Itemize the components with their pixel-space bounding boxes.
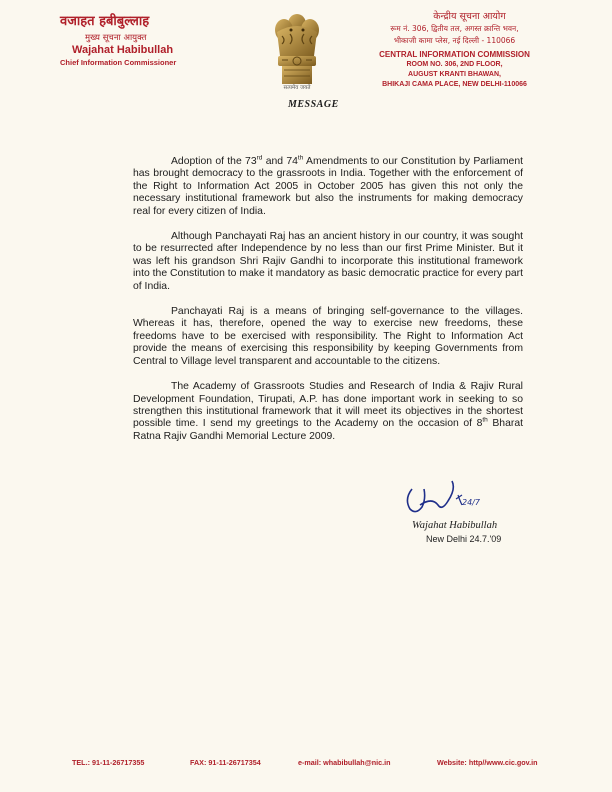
org-name: CENTRAL INFORMATION COMMISSION bbox=[379, 50, 530, 59]
paragraph-1: Adoption of the 73rd and 74th Amendments to our Constitution by Parliament has brought democracy to the grassroots in India. Together with the enforcement of the Right to Information Act 2005 in October 2005 has given this not only the necessary institutional framework but also the instruments for making democracy real for every citizen of India. bbox=[133, 154, 523, 217]
letter-body bbox=[133, 156, 523, 456]
address-line-3: BHIKAJI CAMA PLACE, NEW DELHI-110066 bbox=[382, 81, 527, 88]
footer-telephone: TEL.: 91-11-26717355 bbox=[72, 758, 145, 767]
commissioner-name: Wajahat Habibullah bbox=[72, 44, 174, 56]
message-title: MESSAGE bbox=[288, 99, 339, 110]
org-name-hindi: केन्द्रीय सूचना आयोग bbox=[433, 11, 506, 22]
svg-text:24/7: 24/7 bbox=[462, 498, 480, 507]
emblem-motto: सत्यमेव जयते bbox=[283, 85, 311, 91]
letterhead-left bbox=[60, 14, 230, 68]
title-hindi: मुख्य सूचना आयुक्त bbox=[85, 33, 147, 43]
address-line-2: AUGUST KRANTI BHAWAN, bbox=[408, 71, 501, 78]
national-emblem-icon bbox=[268, 10, 326, 94]
footer-website[interactable]: Website: http//www.cic.gov.in bbox=[437, 758, 538, 767]
name-hindi: वजाहत हबीबुल्लाह bbox=[60, 14, 150, 29]
address-hindi-line-1: रूम नं. 306, द्वितीय तल, अगस्त क्रान्ति भवन, bbox=[390, 24, 519, 33]
signatory-name: Wajahat Habibullah bbox=[412, 520, 498, 531]
footer-fax: FAX: 91-11-26717354 bbox=[190, 758, 261, 767]
paragraph-4: The Academy of Grassroots Studies and Research of India & Rajiv Rural Development Foundation, Tirupati, A.P. has done important work in seeking to so strengthen this institutional framework that it will meet its objectives in the shortest possible time. I send my greetings to the Academy on the occasion of 8th Bharat Ratna Rajiv Gandhi Memorial Lecture 2009. bbox=[133, 381, 523, 442]
paragraph-3: Panchayati Raj is a means of bringing self-governance to the villages. Whereas it has, therefore, opened the way to exercise new freedoms, these freedoms have to be exercised with responsibility. The Right to Information Act provide the means of exercising this responsibility by keeping Governments from Central to Village level transparent and accountable to the citizens. bbox=[133, 306, 523, 367]
handwritten-signature bbox=[398, 475, 498, 525]
place-date: New Delhi 24.7.'09 bbox=[426, 534, 502, 544]
commissioner-title: Chief Information Commissioner bbox=[60, 58, 177, 67]
address-line-1: ROOM NO. 306, 2ND FLOOR, bbox=[406, 61, 503, 68]
footer-email[interactable]: e-mail: whabibullah@nic.in bbox=[298, 758, 391, 767]
address-hindi-line-2: भीकाजी कामा प्लेस, नई दिल्ली - 110066 bbox=[393, 36, 516, 45]
letterhead-right bbox=[352, 10, 557, 90]
paragraph-2: Although Panchayati Raj has an ancient history in our country, it was sought to be resurrected after Independence by no less than our first Prime Minister. But it was left his grandson Shri Rajiv Gandhi to incorporate this institutional framework into the Constitution to make it mandatory as basic democratic practice for every part of India. bbox=[133, 231, 523, 292]
